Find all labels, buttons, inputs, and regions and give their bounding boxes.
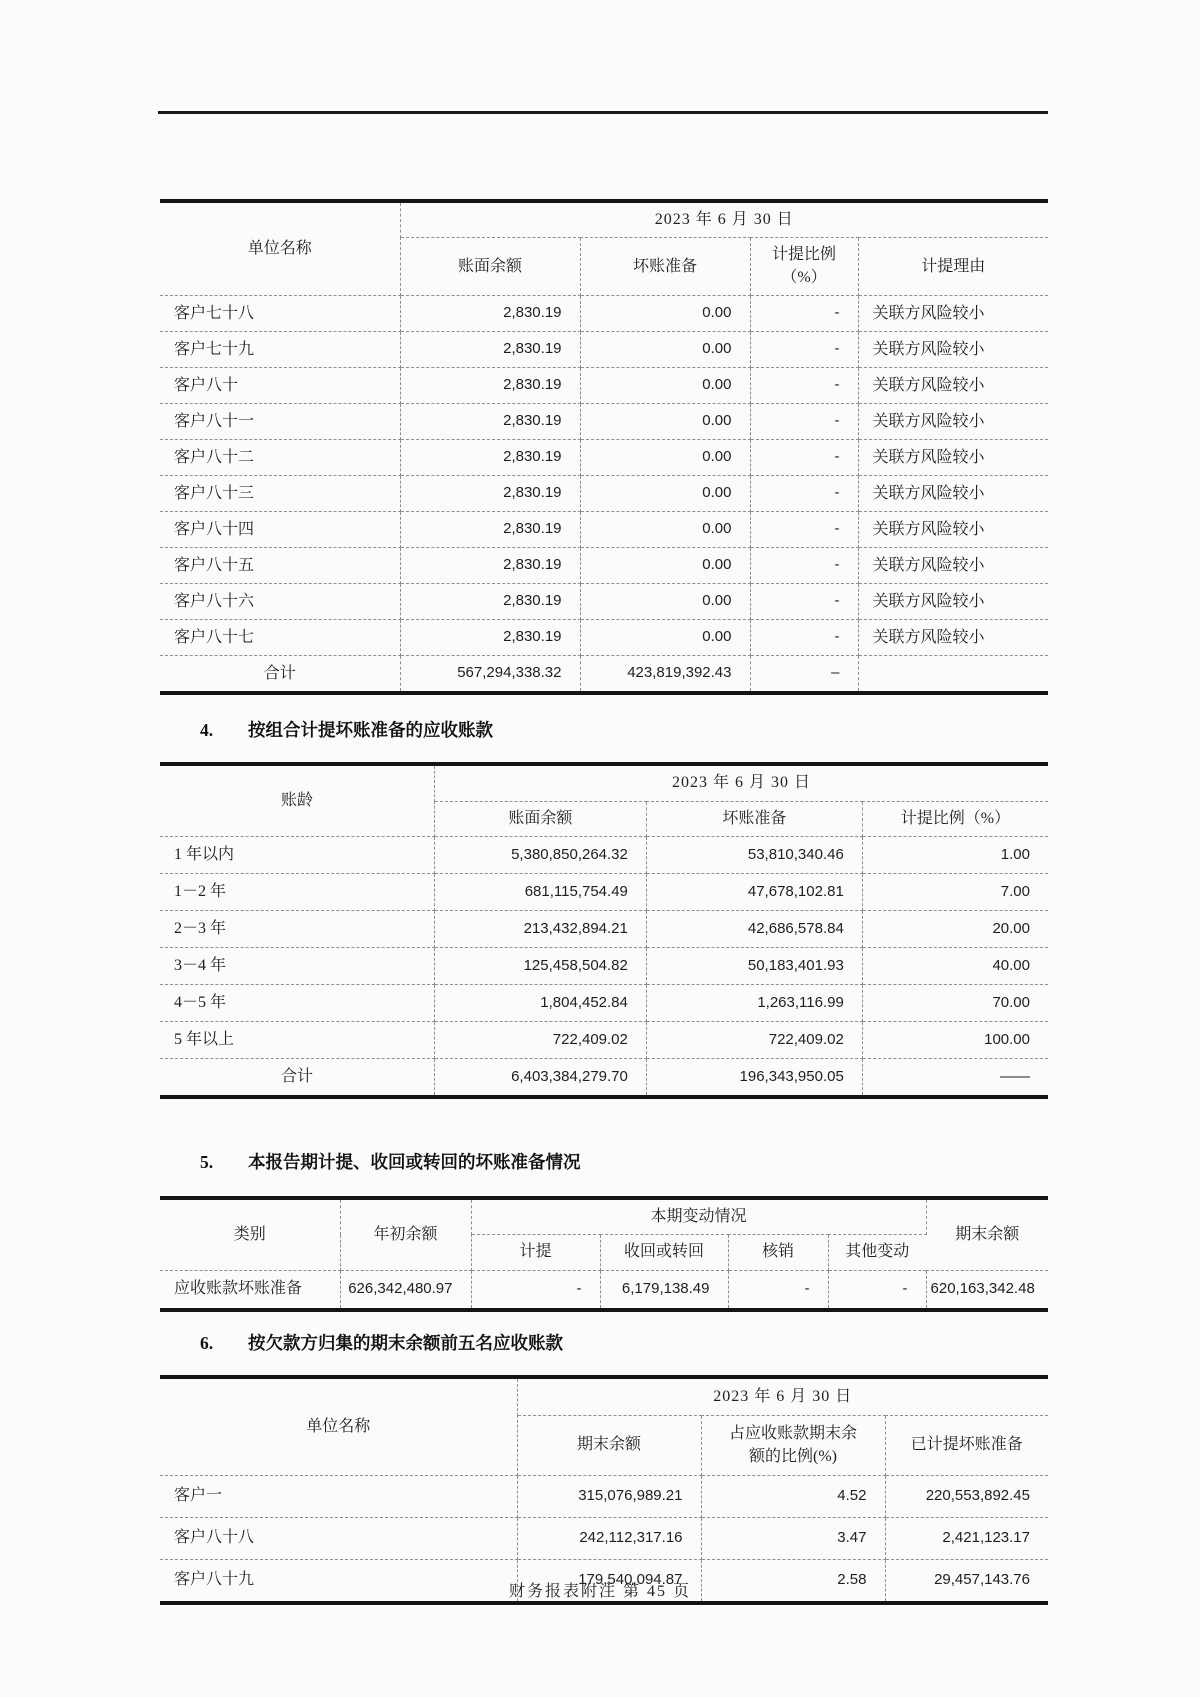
table-row: [160, 476, 1048, 512]
cell-ratio: 7.00: [862, 873, 1048, 910]
table2-total: [160, 1058, 1048, 1097]
cell-provision: 1,263,116.99: [646, 984, 862, 1021]
cell-ratio: 100.00: [862, 1021, 1048, 1058]
provision-movement-table: [160, 1196, 1048, 1312]
cell-reason: 关联方风险较小: [858, 620, 1048, 656]
cell-ratio: -: [750, 512, 858, 548]
col-header-other-change: 其他变动: [828, 1235, 926, 1270]
col-header-percentage-of-receivables: [701, 1416, 885, 1476]
percentage-header-line2: 额的比例(%): [749, 1447, 837, 1465]
cell-reason: [858, 656, 1048, 694]
table-row: [160, 512, 1048, 548]
cell-balance: 1,804,452.84: [434, 984, 646, 1021]
cell-name: 客户八十九: [160, 1559, 517, 1603]
col-header-recover-reverse: 收回或转回: [600, 1235, 728, 1270]
col-header-date: 2023 年 6 月 30 日: [434, 764, 1048, 801]
cell-ratio: 70.00: [862, 984, 1048, 1021]
table-row: [160, 836, 1048, 873]
cell-name: 客户一: [160, 1475, 517, 1517]
cell-accrual: -: [471, 1270, 600, 1310]
cell-end: 242,112,317.16: [517, 1517, 701, 1559]
cell-end: 620,163,342.48: [926, 1270, 1048, 1310]
cell-provision: 722,409.02: [646, 1021, 862, 1058]
table-row: [160, 404, 1048, 440]
cell-ratio: -: [750, 584, 858, 620]
cell-provision: 0.00: [580, 404, 750, 440]
cell-ratio: -: [750, 332, 858, 368]
cell-provision: 2,421,123.17: [885, 1517, 1048, 1559]
cell-name: 客户八十五: [160, 548, 400, 584]
cell-provision: 196,343,950.05: [646, 1058, 862, 1097]
col-header-writeoff: 核销: [728, 1235, 828, 1270]
provision-ratio-line2: （%）: [781, 268, 827, 286]
cell-ratio: 4.52: [701, 1475, 885, 1517]
cell-ratio: ——: [862, 1058, 1048, 1097]
cell-balance: 2,830.19: [400, 548, 580, 584]
cell-reason: 关联方风险较小: [858, 404, 1048, 440]
table1-body: [160, 296, 1048, 656]
cell-provision: 0.00: [580, 368, 750, 404]
cell-ratio: -: [750, 620, 858, 656]
col-header-ending-balance: 期末余额: [517, 1416, 701, 1476]
col-header-provision-ratio: [750, 238, 858, 296]
page-footer: 财务报表附注 第 45 页: [508, 1583, 691, 1600]
cell-name: 客户八十六: [160, 584, 400, 620]
col-header-change-group: 本期变动情况: [471, 1198, 926, 1235]
cell-reason: 关联方风险较小: [858, 296, 1048, 332]
cell-balance: 2,830.19: [400, 512, 580, 548]
table-row: [160, 1517, 1048, 1559]
cell-age: 5 年以上: [160, 1021, 434, 1058]
table-row: [160, 296, 1048, 332]
cell-provision: 0.00: [580, 332, 750, 368]
cell-ratio: 2.58: [701, 1559, 885, 1603]
col-header-provision-ratio: 计提比例（%）: [862, 801, 1048, 836]
cell-balance: 6,403,384,279.70: [434, 1058, 646, 1097]
section-4-title: 按组合计提坏账准备的应收账款: [248, 720, 493, 741]
cell-name: 客户八十二: [160, 440, 400, 476]
cell-ratio: -: [750, 404, 858, 440]
cell-balance: 125,458,504.82: [434, 947, 646, 984]
cell-balance: 5,380,850,264.32: [434, 836, 646, 873]
related-party-receivables-table: [160, 199, 1048, 695]
cell-balance: 2,830.19: [400, 620, 580, 656]
cell-provision: 0.00: [580, 476, 750, 512]
table-row: [160, 584, 1048, 620]
cell-age: 1－2 年: [160, 873, 434, 910]
table-row: [160, 656, 1048, 694]
cell-category: 应收账款坏账准备: [160, 1270, 340, 1310]
cell-ratio: 40.00: [862, 947, 1048, 984]
cell-reason: 关联方风险较小: [858, 584, 1048, 620]
table-row: [160, 620, 1048, 656]
cell-provision: 42,686,578.84: [646, 910, 862, 947]
top-five-receivables-table: [160, 1375, 1048, 1605]
col-header-category: 类别: [160, 1198, 340, 1270]
cell-provision: 0.00: [580, 584, 750, 620]
cell-provision: 50,183,401.93: [646, 947, 862, 984]
cell-writeoff: -: [728, 1270, 828, 1310]
cell-balance: 2,830.19: [400, 368, 580, 404]
cell-name: 客户七十九: [160, 332, 400, 368]
section-5-title: 本报告期计提、收回或转回的坏账准备情况: [248, 1151, 581, 1172]
cell-ratio: -: [750, 548, 858, 584]
cell-balance: 2,830.19: [400, 440, 580, 476]
cell-recover: 6,179,138.49: [600, 1270, 728, 1310]
col-header-bad-debt-provision: 坏账准备: [646, 801, 862, 836]
col-header-unit-name: 单位名称: [160, 201, 400, 296]
percentage-header-line1: 占应收账款期末余: [728, 1425, 857, 1443]
cell-balance: 681,115,754.49: [434, 873, 646, 910]
cell-provision: 29,457,143.76: [885, 1559, 1048, 1603]
cell-name: 客户八十四: [160, 512, 400, 548]
cell-ratio: 1.00: [862, 836, 1048, 873]
cell-balance: 213,432,894.21: [434, 910, 646, 947]
table-row: [160, 947, 1048, 984]
section-4-number: 4.: [200, 720, 214, 741]
cell-name: 客户八十一: [160, 404, 400, 440]
cell-balance: 2,830.19: [400, 404, 580, 440]
table-row: [160, 1058, 1048, 1097]
table-row: [160, 440, 1048, 476]
cell-ratio: -: [750, 440, 858, 476]
table-row: [160, 910, 1048, 947]
page-content: [160, 0, 1048, 1605]
cell-provision: 423,819,392.43: [580, 656, 750, 694]
cell-balance: 2,830.19: [400, 476, 580, 512]
cell-reason: 关联方风险较小: [858, 512, 1048, 548]
cell-provision: 0.00: [580, 296, 750, 332]
section-6-heading: [160, 1330, 1048, 1355]
cell-other: -: [828, 1270, 926, 1310]
section-6-number: 6.: [200, 1332, 214, 1353]
table-row: [160, 332, 1048, 368]
table-row: [160, 984, 1048, 1021]
table-row: [160, 368, 1048, 404]
cell-ratio: -: [750, 296, 858, 332]
cell-provision: 220,553,892.45: [885, 1475, 1048, 1517]
col-header-date: 2023 年 6 月 30 日: [517, 1377, 1048, 1416]
table-row: [160, 548, 1048, 584]
cell-ratio: 20.00: [862, 910, 1048, 947]
cell-age: 2－3 年: [160, 910, 434, 947]
cell-ratio: -: [750, 368, 858, 404]
col-header-aging: 账龄: [160, 764, 434, 836]
cell-name: 客户八十八: [160, 1517, 517, 1559]
table2-body: [160, 836, 1048, 1058]
table1-total: [160, 656, 1048, 694]
cell-provision: 0.00: [580, 548, 750, 584]
col-header-bad-debt-provision: 坏账准备: [580, 238, 750, 296]
cell-ratio: –: [750, 656, 858, 694]
provision-ratio-line1: 计提比例: [771, 246, 836, 264]
cell-balance: 722,409.02: [434, 1021, 646, 1058]
aging-analysis-table: [160, 762, 1048, 1099]
section-5-number: 5.: [200, 1151, 214, 1172]
cell-ratio: -: [750, 476, 858, 512]
cell-age: 1 年以内: [160, 836, 434, 873]
cell-end: 315,076,989.21: [517, 1475, 701, 1517]
cell-provision: 47,678,102.81: [646, 873, 862, 910]
cell-provision: 53,810,340.46: [646, 836, 862, 873]
col-header-accrual: 计提: [471, 1235, 600, 1270]
cell-age: 3－4 年: [160, 947, 434, 984]
cell-reason: 关联方风险较小: [858, 332, 1048, 368]
cell-reason: 关联方风险较小: [858, 476, 1048, 512]
cell-reason: 关联方风险较小: [858, 368, 1048, 404]
cell-ratio: 3.47: [701, 1517, 885, 1559]
cell-reason: 关联方风险较小: [858, 548, 1048, 584]
cell-end: 179,540,094.87: [517, 1559, 701, 1603]
table-row: [160, 1021, 1048, 1058]
section-4-heading: [160, 717, 1048, 742]
table-row: [160, 1270, 1048, 1310]
cell-balance: 2,830.19: [400, 296, 580, 332]
table3-body: [160, 1270, 1048, 1310]
col-header-book-balance: 账面余额: [434, 801, 646, 836]
table-row: [160, 873, 1048, 910]
col-header-unit-name: 单位名称: [160, 1377, 517, 1476]
cell-age: 合计: [160, 1058, 434, 1097]
cell-balance: 2,830.19: [400, 332, 580, 368]
cell-provision: 0.00: [580, 440, 750, 476]
cell-name: 客户八十: [160, 368, 400, 404]
cell-age: 4－5 年: [160, 984, 434, 1021]
col-header-book-balance: 账面余额: [400, 238, 580, 296]
cell-provision: 0.00: [580, 620, 750, 656]
cell-name: 客户八十三: [160, 476, 400, 512]
col-header-beginning-balance: 年初余额: [340, 1198, 471, 1270]
section-5-heading: [160, 1149, 1048, 1174]
col-header-provision-reason: 计提理由: [858, 238, 1048, 296]
col-header-ending-balance: 期末余额: [926, 1198, 1048, 1270]
cell-name: 客户八十七: [160, 620, 400, 656]
cell-begin: 626,342,480.97: [340, 1270, 471, 1310]
cell-name: 合计: [160, 656, 400, 694]
cell-balance: 567,294,338.32: [400, 656, 580, 694]
table-row: [160, 1475, 1048, 1517]
section-6-title: 按欠款方归集的期末余额前五名应收账款: [248, 1332, 563, 1353]
col-header-date: 2023 年 6 月 30 日: [400, 201, 1048, 238]
cell-balance: 2,830.19: [400, 584, 580, 620]
col-header-provision-made: 已计提坏账准备: [885, 1416, 1048, 1476]
cell-provision: 0.00: [580, 512, 750, 548]
cell-reason: 关联方风险较小: [858, 440, 1048, 476]
cell-name: 客户七十八: [160, 296, 400, 332]
